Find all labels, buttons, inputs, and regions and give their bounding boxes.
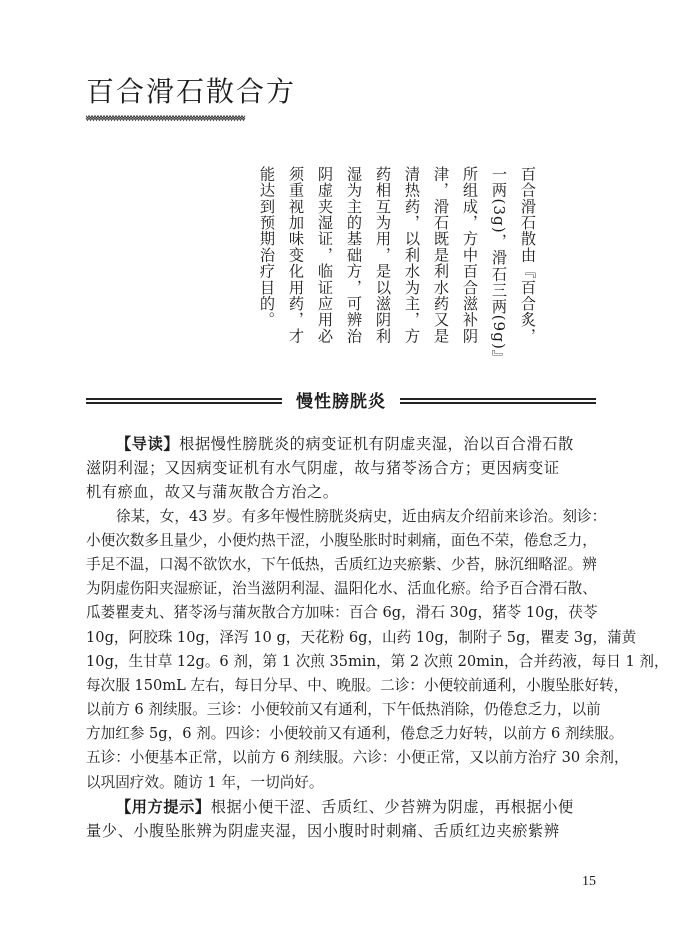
intro-column: 药相互为用，是以滋阴利 [374,166,392,345]
daodu-line: 机有瘀血，故又与蒲灰散合方治之。 [86,483,339,502]
tip-line: 量少、小腹坠胀辨为阴虚夹湿，因小腹时时刺痛、舌质红边夹瘀紫辨 [86,822,560,840]
case-line: 每次服 150mL 左右，每日分早、中、晚服。二诊：小便较前通利，小腹坠胀好转， [86,676,629,694]
case-line: 手足不温，口渴不欲饮水，下午低热，舌质红边夹瘀紫、少苔，脉沉细略涩。辨 [86,555,597,573]
intro-column: 一两(3g)，滑石三两(9g)』 [490,166,508,367]
title-ornament-rule [86,115,242,121]
page-title: 百合滑石散合方 [86,75,297,108]
intro-vertical-text [242,166,542,367]
intro-column: 百合滑石散由『百合炙， [519,166,537,345]
case-line: 方加红参 5g，6 剂。四诊：小便较前又有通利，倦怠乏力好转，以前方 6 剂续服。 [86,725,624,743]
intro-column: 阴虚夹湿证，临证应用必 [316,166,334,345]
section-title: 慢性膀胱炎 [296,392,386,412]
case-line: 10g，生甘草 12g。6 剂，第 1 次煎 35min，第 2 次煎 20min，合并药液，每日 1 剂， [86,652,669,670]
section-rule-right [400,398,596,404]
intro-column: 须重视加味变化用药，才 [287,166,305,345]
case-line: 为阴虚伤阳夹湿瘀证，治当滋阴利湿、温阳化水、活血化瘀。给予百合滑石散、 [86,580,597,598]
intro-column: 津，滑石既是利水药又是 [432,166,450,345]
case-line: 10g，阿胶珠 10g，泽泻 10 g，天花粉 6g，山药 10g，制附子 5g，瞿麦 3g，蒲黄 [86,628,637,646]
daodu-tag: 【导读】 [116,435,180,453]
section-rule-left [86,398,282,404]
intro-column: 清热药，以利水为主，方 [403,166,421,345]
intro-column: 湿为主的基础方，可辨治 [345,166,363,345]
case-line: 以前方 6 剂续服。三诊：小便较前又有通利，下午低热消除，仍倦怠乏力，以前 [86,701,601,719]
intro-column: 能达到预期治疗目的。 [258,166,276,328]
tip-text: 根据小便干涩、舌质红、少苔辨为阴虚，再根据小便 [210,797,574,816]
daodu-line: 滋阴利湿；又因病变证机有水气阴虚，故与猪苓汤合方；更因病变证 [86,459,560,478]
section-heading [86,391,596,415]
intro-column: 所组成，方中百合滋补阴 [461,166,479,345]
page-number: 15 [582,874,596,889]
case-line: 小便次数多且量少，小便灼热干涩，小腹坠胀时时刺痛，面色不荣，倦怠乏力， [86,531,597,549]
case-line: 五诊：小便基本正常，以前方 6 剂续服。六诊：小便正常，又以前方治疗 30 余剂， [86,749,629,767]
case-line: 瓜蒌瞿麦丸、猪苓汤与蒲灰散合方加味：百合 6g，滑石 30g，猪苓 10g，茯苓 [86,604,598,622]
tip-line [86,795,599,819]
case-line: 以巩固疗效。随访 1 年，一切尚好。 [86,773,324,791]
daodu-text: 根据慢性膀胱炎的病变证机有阴虚夹湿，治以百合滑石散 [179,435,574,453]
case-line: 徐某，女，43 岁。有多年慢性膀胱炎病史，近由病友介绍前来诊治。刻诊： [116,507,607,525]
tip-tag: 【用方提示】 [116,797,211,816]
daodu-line [86,432,599,456]
article-body [86,432,669,843]
